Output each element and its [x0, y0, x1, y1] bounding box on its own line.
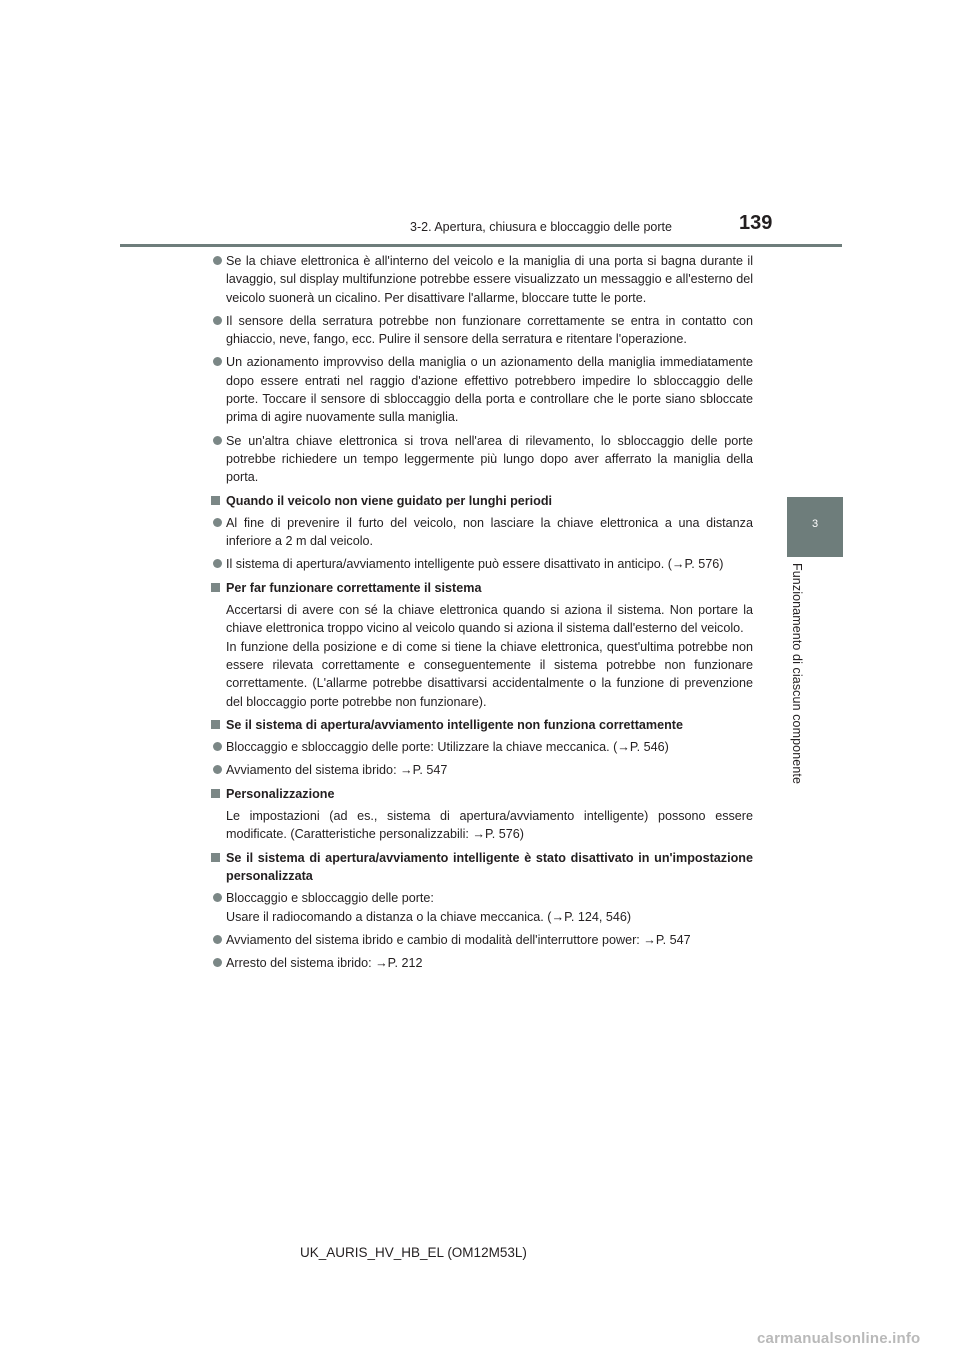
bullet-icon: [213, 256, 222, 265]
list-item: [210, 761, 753, 779]
heading-text: Se il sistema di apertura/avviamento intelligente è stato disattivato in un'impostazione personalizzata: [226, 850, 753, 883]
square-bullet-icon: [211, 583, 220, 592]
chapter-number: 3: [811, 518, 819, 530]
bullet-icon: [213, 357, 222, 366]
section-heading: [210, 849, 753, 886]
list-item: [210, 514, 753, 551]
bullet-icon: [213, 742, 222, 751]
square-bullet-icon: [211, 496, 220, 505]
paragraph-text: Le impostazioni (ad es., sistema di apertura/avviamento intelligente) possono essere modificate. (Caratteristiche personalizzabili: →P. 576): [226, 809, 753, 842]
page-number: 139: [739, 212, 773, 234]
list-item: [210, 738, 753, 756]
list-item-text: Avviamento del sistema ibrido: →P. 547: [226, 763, 448, 778]
square-bullet-icon: [211, 720, 220, 729]
list-item-text: Bloccaggio e sbloccaggio delle porte: Utilizzare la chiave meccanica. (→P. 546): [226, 740, 669, 755]
bullet-icon: [213, 765, 222, 774]
heading-text: Se il sistema di apertura/avviamento intelligente non funziona correttamente: [226, 717, 683, 732]
list-item-text: Avviamento del sistema ibrido e cambio di modalità dell'interruttore power: →P. 547: [226, 932, 691, 947]
list-item-text: Se un'altra chiave elettronica si trova nell'area di rilevamento, lo sbloccaggio delle porte potrebbe richiedere un tempo leggermente più lungo dopo aver afferrato la maniglia della porta.: [226, 433, 753, 485]
header-divider: [120, 244, 842, 247]
list-item: [210, 889, 753, 926]
list-item-text: Arresto del sistema ibrido: →P. 212: [226, 956, 423, 971]
list-item-text: Se la chiave elettronica è all'interno del veicolo e la maniglia di una porta si bagna durante il lavaggio, sul display multifunzione potrebbe essere visualizzato un messaggio e all'esterno del veicolo suonerà un cicalino. Per disattivare l'allarme, bloccare tutte le porte.: [226, 254, 753, 305]
section-heading: [210, 785, 753, 803]
list-item: [210, 432, 753, 487]
square-bullet-icon: [211, 789, 220, 798]
paragraph-text: Accertarsi di avere con sé la chiave elettronica quando si aziona il sistema. Non portare la chiave elettronica troppo vicino al veicolo quando si aziona il sistema dall'esterno del veicolo.: [226, 603, 753, 636]
list-item: [210, 312, 753, 349]
list-item: [210, 353, 753, 426]
list-item: [210, 931, 753, 949]
heading-text: Per far funzionare correttamente il sistema: [226, 580, 482, 595]
heading-text: Quando il veicolo non viene guidato per lunghi periodi: [226, 493, 553, 508]
section-heading: [210, 579, 753, 597]
paragraph: [210, 807, 753, 844]
chapter-label: Funzionamento di ciascun componente: [790, 563, 804, 784]
list-item: [210, 252, 753, 307]
section-heading: [210, 716, 753, 734]
paragraph-text: In funzione della posizione e di come si tiene la chiave elettronica, quest'ultima potrebbe non essere rilevata correttamente e conseguentemente il sistema potrebbe non funzionare correttamente. (L'allarme potrebbe disattivarsi accidentalmente o la funzione di prevenzione del bloccaggio porte potrebbe non funzionare).: [226, 639, 753, 709]
bullet-icon: [213, 559, 222, 568]
list-item-text: Un azionamento improvviso della maniglia o un azionamento della maniglia immediatamente dopo essere entrati nel raggio d'azione effettivo potrebbero impedire lo sbloccaggio delle porte. Toccare il sensore di sbloccaggio della porta e controllare che le porte siano sbloccate prima di agire nuovamente sulla maniglia.: [226, 355, 753, 425]
square-bullet-icon: [211, 853, 220, 862]
bullet-icon: [213, 893, 222, 902]
bullet-icon: [213, 316, 222, 325]
list-item-text: Il sensore della serratura potrebbe non funzionare correttamente se entra in contatto con ghiaccio, neve, fango, ecc. Pulire il sensore della serratura e ritentare l'operazione.: [226, 313, 753, 347]
list-item-text: Il sistema di apertura/avviamento intelligente può essere disattivato in anticipo. (→P. 576): [226, 557, 724, 572]
list-item: [210, 954, 753, 972]
list-item-text: Al fine di prevenire il furto del veicolo, non lasciare la chiave elettronica a una distanza inferiore a 2 m dal veicolo.: [226, 515, 753, 549]
bullet-icon: [213, 518, 222, 527]
watermark: carmanualsonline.info: [757, 1330, 921, 1347]
section-heading: [210, 492, 753, 510]
list-item-text: Bloccaggio e sbloccaggio delle porte:: [226, 891, 434, 906]
list-item-text: Usare il radiocomando a distanza o la chiave meccanica. (→P. 124, 546): [226, 909, 632, 924]
manual-code: UK_AURIS_HV_HB_EL (OM12M53L): [300, 1245, 527, 1260]
section-title: 3-2. Apertura, chiusura e bloccaggio delle porte: [410, 220, 672, 234]
list-item: [210, 555, 753, 573]
paragraph: [210, 601, 753, 711]
bullet-icon: [213, 935, 222, 944]
bullet-icon: [213, 436, 222, 445]
main-content: [210, 252, 753, 977]
bullet-icon: [213, 958, 222, 967]
heading-text: Personalizzazione: [226, 786, 335, 801]
